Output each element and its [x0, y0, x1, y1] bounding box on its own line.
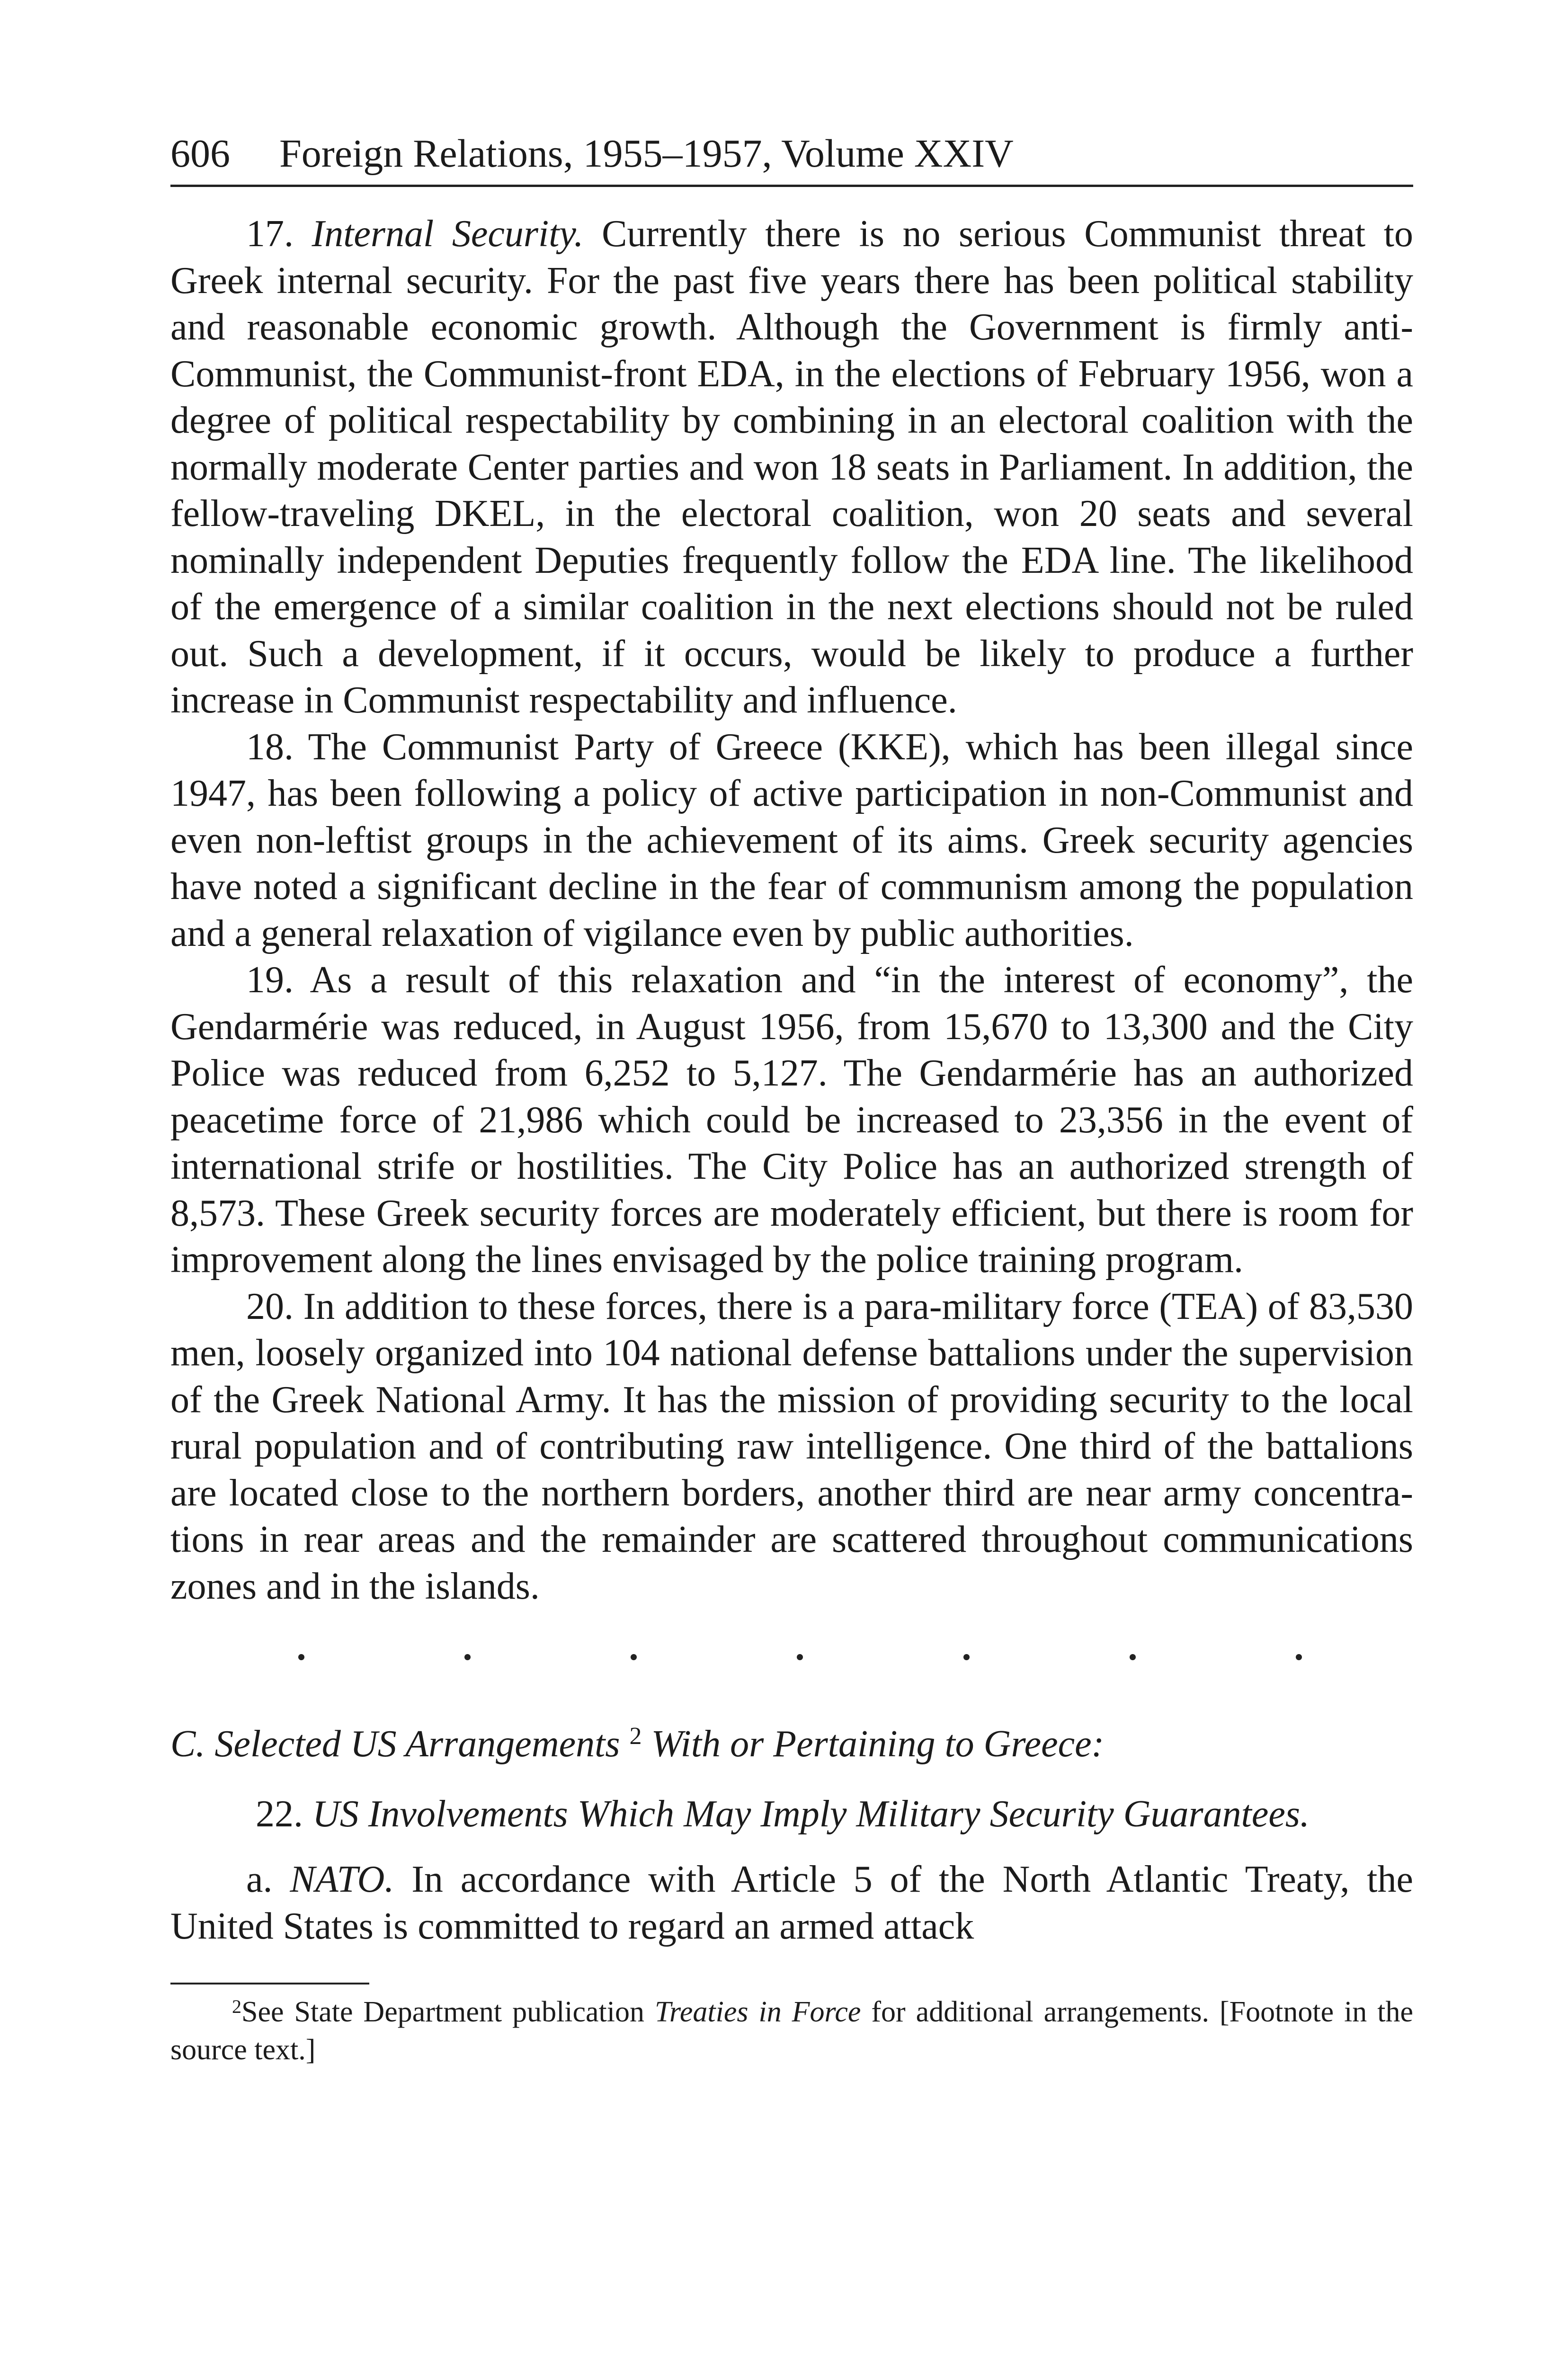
- item-a-paragraph: [170, 1856, 1413, 1949]
- item-text: In accordance with Article 5 of the North Atlantic Treaty, the United States is committed to regard an armed attack: [170, 1859, 1414, 1947]
- footnote: [170, 1993, 1413, 2069]
- paragraph-19: 19. As a result of this relaxation and “in the interest of economy”, the Gendarmérie was reduced, in August 1956, from 15,670 to 13,300 and the City Police was reduced from 6,252 to 5,127. The Gendarmérie has an authorized peacetime force of 21,986 which could be increased to 23,356 in the event of international strife or hostilities. The City Police has an authorized strength of 8,573. These Greek security forces are moderately efficient, but there is room for improvement along the lines envisaged by the police training program.: [170, 959, 1413, 1281]
- footnote-publication-title: Treaties in Force: [655, 1996, 861, 2028]
- footnote-marker: 2: [232, 1996, 241, 2017]
- item-22-heading: [170, 1791, 1413, 1837]
- ellipsis-dot: [1296, 1654, 1302, 1660]
- footnote-rule: [170, 1983, 369, 1984]
- ellipsis-dot: [1130, 1654, 1136, 1660]
- omission-ellipsis: [298, 1628, 1302, 1685]
- ellipsis-dot: [298, 1654, 304, 1660]
- paragraph-text: Currently there is no serious Communist threat to Greek internal security. For the past five years there has been political stability and reasonable economic growth. Although the Government is firmly anti-Communist, the Communist-front EDA, in the elections of February 1956, won a degree of political respectability by combining in an electoral coalition with the normally moderate Center parties and won 18 seats in Parliament. In addition, the fellow-traveling DKEL, in the electoral coalition, won 20 seats and several nominally independent Deputies frequently follow the EDA line. The likelihood of the emergence of a similar coalition in the next elections should not be ruled out. Such a development, if it occurs, would be likely to produce a further increase in Communist respectability and influence.: [170, 213, 1414, 721]
- footnote-text: for additional arrangements. [Footnote in the source text.]: [170, 1996, 1414, 2066]
- footnote-reference: 2: [629, 1723, 642, 1750]
- section-heading-text: With or Pertaining to Greece:: [651, 1723, 1105, 1765]
- item-heading: NATO.: [290, 1859, 394, 1900]
- running-title: Foreign Relations, 1955–1957, Volume XXIV: [279, 132, 1014, 176]
- item-title: US Involvements Which May Imply Military Security Guarantees.: [312, 1793, 1310, 1835]
- item-number: 22.: [256, 1793, 303, 1835]
- footnote-text: See State Department publication: [241, 1996, 645, 2028]
- ellipsis-dot: [464, 1654, 471, 1660]
- section-heading-c: [170, 1721, 1413, 1767]
- ellipsis-dot: [797, 1654, 803, 1660]
- running-header: [170, 128, 1413, 187]
- paragraph-18: 18. The Communist Party of Greece (KKE), which has been illegal since 1947, has been following a policy of active participation in non-Communist and even non-leftist groups in the achievement of its aims. Greek security agencies have noted a significant decline in the fear of communism among the population and a general relaxation of vigilance even by public authorities.: [170, 726, 1413, 954]
- page-number: 606: [170, 132, 230, 176]
- paragraph-number: 17.: [246, 213, 294, 255]
- body-text: [170, 211, 1413, 2069]
- paragraph-heading: Internal Security.: [312, 213, 584, 255]
- ellipsis-dot: [963, 1654, 970, 1660]
- item-label: a.: [246, 1859, 273, 1900]
- paragraph-17: [170, 211, 1413, 724]
- paragraph-20: 20. In addition to these forces, there is a para-military force (TEA) of 83,530 men, loosely organized into 104 national defense battalions under the supervision of the Greek National Army. It has the mission of providing security to the local rural population and of contributing raw intelligence. One third of the battalions are located close to the northern borders, another third are near army concentrations in rear areas and the remainder are scattered throughout communications zones and in the islands.: [170, 1285, 1413, 1607]
- document-page: [170, 128, 1413, 2098]
- section-heading-text: C. Selected US Arrangements: [170, 1723, 620, 1765]
- ellipsis-dot: [631, 1654, 637, 1660]
